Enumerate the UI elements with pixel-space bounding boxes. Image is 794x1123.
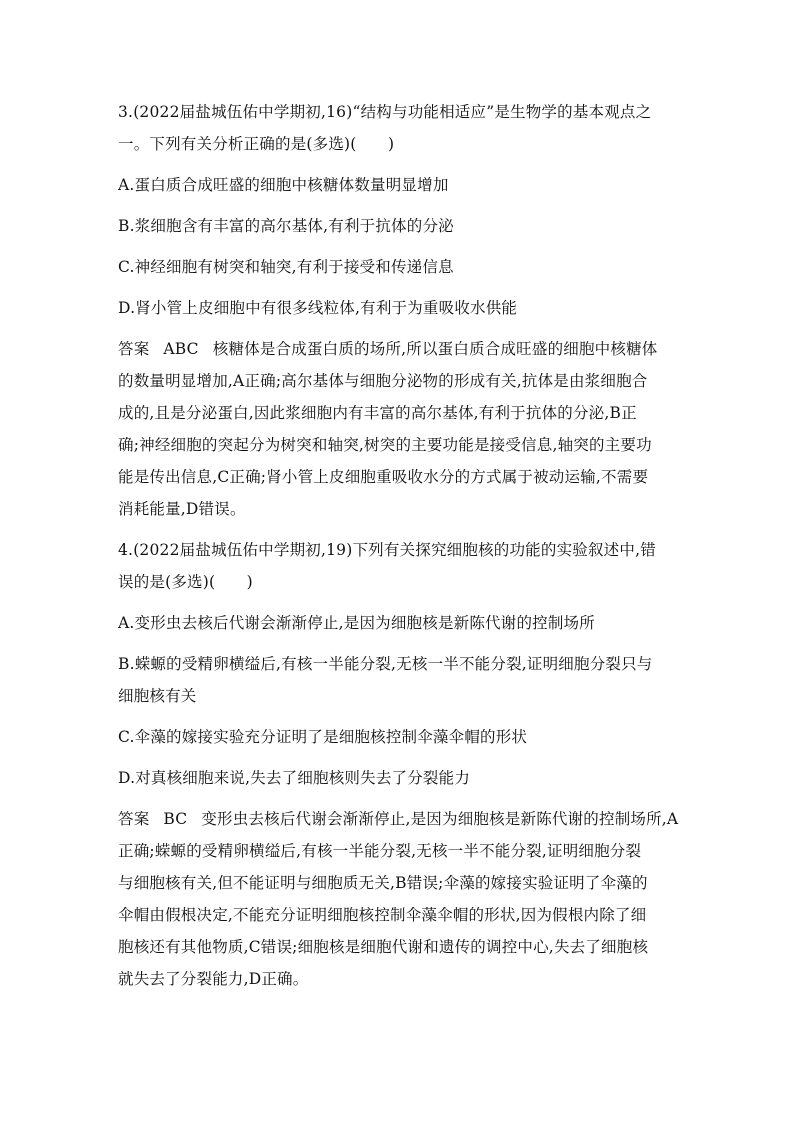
question-4-option-b [118, 648, 700, 712]
question-4-answer [118, 803, 700, 995]
answer-first-line [118, 333, 700, 365]
question-3-answer [118, 333, 700, 525]
explanation-line: 能是传出信息,C正确;肾小管上皮细胞重吸收水分的方式属于被动运输,不需要 [118, 468, 649, 486]
answer-label: 答案 [118, 340, 150, 358]
option-text: A.变形虫去核后代谢会渐渐停止,是因为细胞核是新陈代谢的控制场所 [118, 614, 595, 632]
answer-first-line [118, 803, 700, 835]
explanation-line: 胞核还有其他物质,C错误;细胞核是细胞代谢和遗传的调控中心,失去了细胞核 [118, 938, 649, 956]
option-text: C.伞藻的嫁接实验充分证明了是细胞核控制伞藻伞帽的形状 [118, 728, 528, 746]
question-3-option-c [118, 251, 700, 283]
option-text: D.肾小管上皮细胞中有很多线粒体,有利于为重吸收水供能 [118, 299, 518, 317]
option-text: C.神经细胞有树突和轴突,有利于接受和传递信息 [118, 258, 454, 276]
answer-label: 答案 [118, 810, 150, 828]
answer-letters: BC [163, 810, 188, 828]
explanation-text: 变形虫去核后代谢会渐渐停止,是因为细胞核是新陈代谢的控制场所,A [201, 810, 679, 828]
question-3-stem-line-2: 一。下列有关分析正确的是(多选)( ) [118, 135, 395, 153]
question-3-option-a [118, 169, 700, 201]
question-3-option-d [118, 292, 700, 324]
question-3-stem [118, 96, 700, 160]
option-text: A.蛋白质合成旺盛的细胞中核糖体数量明显增加 [118, 176, 449, 194]
question-4-stem-line-2: 误的是(多选)( ) [118, 573, 253, 591]
explanation-line: 伞帽由假根决定,不能充分证明细胞核控制伞藻伞帽的形状,因为假根内除了细 [118, 906, 647, 924]
option-text: 细胞核有关 [118, 687, 197, 705]
explanation-text: 核糖体是合成蛋白质的场所,所以蛋白质合成旺盛的细胞中核糖体 [212, 340, 658, 358]
explanation-line: 成的,且是分泌蛋白,因此浆细胞内有丰富的高尔基体,有利于抗体的分泌,B正 [118, 404, 637, 422]
explanation-line: 与细胞核有关,但不能证明与细胞质无关,B错误;伞藻的嫁接实验证明了伞藻的 [118, 874, 648, 892]
question-4-stem [118, 534, 700, 598]
explanation-line: 就失去了分裂能力,D正确。 [118, 970, 309, 988]
explanation-line: 的数量明显增加,A正确;高尔基体与细胞分泌物的形成有关,抗体是由浆细胞合 [118, 372, 648, 390]
explanation-line: 消耗能量,D错误。 [118, 500, 246, 518]
option-text: B.浆细胞含有丰富的高尔基体,有利于抗体的分泌 [118, 217, 454, 235]
question-3-stem-line-1: 3.(2022届盐城伍佑中学期初,16)“结构与功能相适应”是生物学的基本观点之 [118, 103, 652, 121]
option-text: D.对真核细胞来说,失去了细胞核则失去了分裂能力 [118, 769, 471, 787]
document-content [118, 96, 700, 1004]
question-4-option-c [118, 721, 700, 753]
question-4-stem-line-1: 4.(2022届盐城伍佑中学期初,19)下列有关探究细胞核的功能的实验叙述中,错 [118, 541, 656, 559]
question-4-option-d [118, 762, 700, 794]
answer-letters: ABC [163, 340, 199, 358]
question-3-option-b [118, 210, 700, 242]
option-text: B.蝾螈的受精卵横缢后,有核一半能分裂,无核一半不能分裂,证明细胞分裂只与 [118, 655, 653, 673]
question-4-option-a [118, 607, 700, 639]
explanation-line: 正确;蝾螈的受精卵横缢后,有核一半能分裂,无核一半不能分裂,证明细胞分裂 [118, 842, 642, 860]
explanation-line: 确;神经细胞的突起分为树突和轴突,树突的主要功能是接受信息,轴突的主要功 [118, 436, 652, 454]
